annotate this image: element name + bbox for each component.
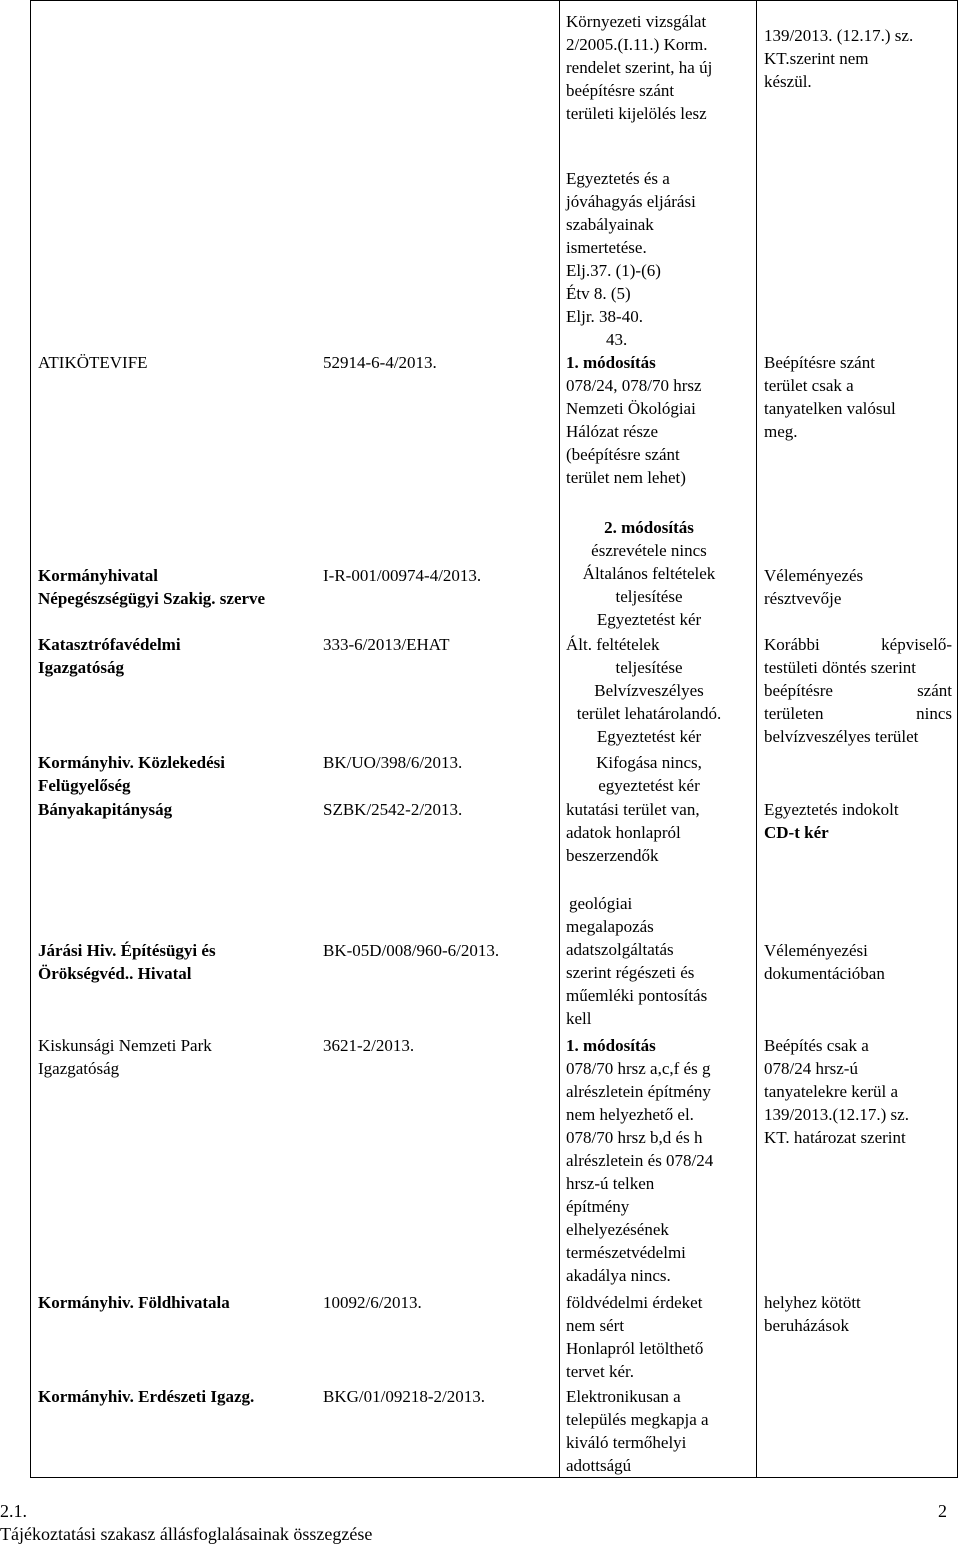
cell-line: ismertetése. (566, 238, 647, 257)
cell-line: 078/70 hrsz b,d és h (566, 1128, 703, 1147)
remark-cell (764, 1291, 861, 1337)
cell-line: hrsz-ú telken (566, 1174, 655, 1193)
cell-line: tervet kér. (566, 1362, 634, 1381)
cell-line: belvízveszélyes terület (764, 727, 919, 746)
cell-line: Igazgatóság (38, 658, 124, 677)
cell-line: terület csak a (764, 376, 854, 395)
cell-line: testületi döntés szerint (764, 658, 917, 677)
cell-line: készül. (764, 72, 812, 91)
authority-name (38, 1034, 212, 1080)
cell-word: képviselő- (881, 635, 952, 654)
cell-line: Járási Hiv. Építésügyi és (38, 941, 216, 960)
cell-line: megalapozás (566, 917, 654, 936)
authority-name (38, 564, 265, 610)
cell-line: Belvízveszélyes (594, 681, 704, 700)
authority-name (38, 751, 225, 797)
cell-line: Hálózat része (566, 422, 659, 441)
cell-line: Étv 8. (5) (566, 284, 631, 303)
cell-line: szabályainak (566, 215, 654, 234)
cell-line: Egyeztetést kér (596, 727, 702, 746)
cell-line: CD-t kér (764, 823, 829, 842)
remark-cell (764, 798, 899, 844)
column-divider (756, 0, 757, 1478)
reference-number: BKG/01/09218-2/2013. (323, 1387, 485, 1406)
cell-line (764, 702, 952, 725)
cell-line: Általános feltételek (582, 564, 716, 583)
cell-line: település megkapja a (566, 1410, 709, 1429)
page-number: 2 (938, 1501, 947, 1521)
opinion-cell (566, 892, 707, 1030)
cell-line: nem sért (566, 1316, 625, 1335)
cell-line: Egyeztetés indokolt (764, 800, 899, 819)
cell-line: Kifogása nincs, (596, 753, 702, 772)
cell-line: alrészletein és 078/24 (566, 1151, 714, 1170)
cell-line: 078/24 hrsz-ú (764, 1059, 858, 1078)
remark-cell (764, 564, 863, 610)
cell-line: 2/2005.(I.11.) Korm. (566, 35, 708, 54)
cell-line: tanyatelekre kerül a (764, 1082, 899, 1101)
table-bottom-border (30, 1477, 958, 1478)
cell-word: beépítésre (764, 681, 833, 700)
cell-line: Környezeti vizsgálat (566, 12, 707, 31)
cell-line: geológiai (569, 894, 633, 913)
cell-line: adottságú (566, 1456, 632, 1475)
cell-line: tanyatelken valósul (764, 399, 896, 418)
cell-line: területi kijelölés lesz (566, 104, 707, 123)
cell-line: kiváló termőhelyi (566, 1433, 687, 1452)
authority-name (38, 939, 216, 985)
kt-decision-cell (764, 24, 913, 93)
cell-word: Korábbi (764, 635, 820, 654)
reference-number: I-R-001/00974-4/2013. (323, 566, 482, 585)
cell-line: jóváhagyás eljárási (566, 192, 696, 211)
cell-line: 43. (606, 330, 628, 349)
cell-line: Népegészségügyi Szakig. szerve (38, 589, 266, 608)
authority-name: ATIKÖTEVIFE (38, 353, 148, 372)
cell-line: akadálya nincs. (566, 1266, 671, 1285)
cell-line: szerint régészeti és (566, 963, 695, 982)
cell-line: észrevétele nincs (591, 541, 707, 560)
cell-line: terület nem lehet) (566, 468, 686, 487)
cell-line: meg. (764, 422, 798, 441)
remark-cell (764, 1034, 909, 1149)
cell-line: terület lehatárolandó. (576, 704, 722, 723)
cell-line: KT.szerint nem (764, 49, 869, 68)
cell-line: Beépítésre szánt (764, 353, 875, 372)
cell-line: nem helyezhető el. (566, 1105, 694, 1124)
opinion-cell (566, 1291, 703, 1383)
modification-heading: 2. módosítás (604, 518, 694, 537)
opinion-cell (566, 751, 732, 797)
reference-number: SZBK/2542-2/2013. (323, 800, 463, 819)
cell-line: adatok honlapról (566, 823, 681, 842)
cell-line: dokumentációban (764, 964, 885, 983)
cell-line: kutatási terület van, (566, 800, 700, 819)
env-assessment-cell (566, 10, 712, 125)
cell-line: földvédelmi érdeket (566, 1293, 703, 1312)
opinion-cell (566, 1385, 709, 1477)
reference-number: BK-05D/008/960-6/2013. (323, 941, 500, 960)
cell-line: kell (566, 1009, 592, 1028)
authority-name: Bányakapitányság (38, 800, 173, 819)
opinion-cell (566, 798, 700, 867)
reference-number: 52914-6-4/2013. (323, 353, 437, 372)
cell-line: Kormányhivatal (38, 566, 158, 585)
reference-number: 333-6/2013/EHAT (323, 635, 450, 654)
cell-line: Kiskunsági Nemzeti Park (38, 1036, 212, 1055)
opinion-cell (566, 1034, 713, 1287)
opinion-cell (566, 516, 732, 631)
cell-word: nincs (916, 704, 952, 723)
cell-line: teljesítése (615, 587, 683, 606)
cell-line: természetvédelmi (566, 1243, 686, 1262)
remark-cell (764, 633, 952, 748)
authority-name (38, 633, 181, 679)
cell-line: műemléki pontosítás (566, 986, 708, 1005)
cell-line: Egyeztetés és a (566, 169, 670, 188)
cell-line: Honlapról letölthető (566, 1339, 704, 1358)
reference-number: 3621-2/2013. (323, 1036, 415, 1055)
opinion-cell (566, 633, 732, 748)
cell-line (764, 633, 952, 656)
cell-line: 078/24, 078/70 hrsz (566, 376, 702, 395)
cell-line: teljesítése (615, 658, 683, 677)
modification-heading: 1. módosítás (566, 1036, 656, 1055)
cell-line: Eljr. 38-40. (566, 307, 643, 326)
reference-number: 10092/6/2013. (323, 1293, 422, 1312)
cell-line: beépítésre szánt (566, 81, 675, 100)
column-divider (559, 0, 560, 1478)
authority-name: Kormányhiv. Erdészeti Igazg. (38, 1387, 255, 1406)
reference-number: BK/UO/398/6/2013. (323, 753, 463, 772)
cell-word: szánt (917, 681, 952, 700)
cell-line: 139/2013. (12.17.) sz. (764, 26, 914, 45)
cell-line: adatszolgáltatás (566, 940, 674, 959)
cell-line: 139/2013.(12.17.) sz. (764, 1105, 909, 1124)
cell-line: elhelyezésének (566, 1220, 669, 1239)
cell-line: Véleményezési (764, 941, 868, 960)
cell-line: Felügyelőség (38, 776, 131, 795)
cell-line: Ált. feltételek (566, 635, 660, 654)
cell-line: Kormányhiv. Közlekedési (38, 753, 225, 772)
opinion-cell (566, 351, 702, 489)
cell-line: Örökségvéd.. Hivatal (38, 964, 192, 983)
cell-line: alrészletein építmény (566, 1082, 711, 1101)
cell-line: helyhez kötött (764, 1293, 861, 1312)
remark-cell (764, 939, 885, 985)
cell-line: Véleményezés (764, 566, 864, 585)
cell-line: résztvevője (764, 589, 842, 608)
cell-line: beruházások (764, 1316, 849, 1335)
cell-line: Elektronikusan a (566, 1387, 681, 1406)
footer-section-number: 2.1. (0, 1501, 27, 1521)
authority-name: Kormányhiv. Földhivatala (38, 1293, 230, 1312)
cell-line: egyeztetést kér (598, 776, 700, 795)
cell-line: Beépítés csak a (764, 1036, 869, 1055)
cell-line: Katasztrófavédelmi (38, 635, 181, 654)
footer-title: Tájékoztatási szakasz állásfoglalásainak összegzése (0, 1524, 373, 1544)
cell-line: 078/70 hrsz a,c,f és g (566, 1059, 711, 1078)
cell-line (764, 679, 952, 702)
cell-line: Nemzeti Ökológiai (566, 399, 696, 418)
cell-line: KT. határozat szerint (764, 1128, 906, 1147)
cell-line: beszerzendők (566, 846, 659, 865)
remark-cell (764, 351, 896, 443)
cell-word: területen (764, 704, 824, 723)
cell-line: építmény (566, 1197, 630, 1216)
cell-line: Egyeztetést kér (596, 610, 702, 629)
cell-line: rendelet szerint, ha új (566, 58, 713, 77)
modification-heading: 1. módosítás (566, 353, 656, 372)
cell-line: (beépítésre szánt (566, 445, 680, 464)
cell-line: Elj.37. (1)-(6) (566, 261, 661, 280)
procedure-cell (566, 167, 698, 351)
cell-line: Igazgatóság (38, 1059, 120, 1078)
